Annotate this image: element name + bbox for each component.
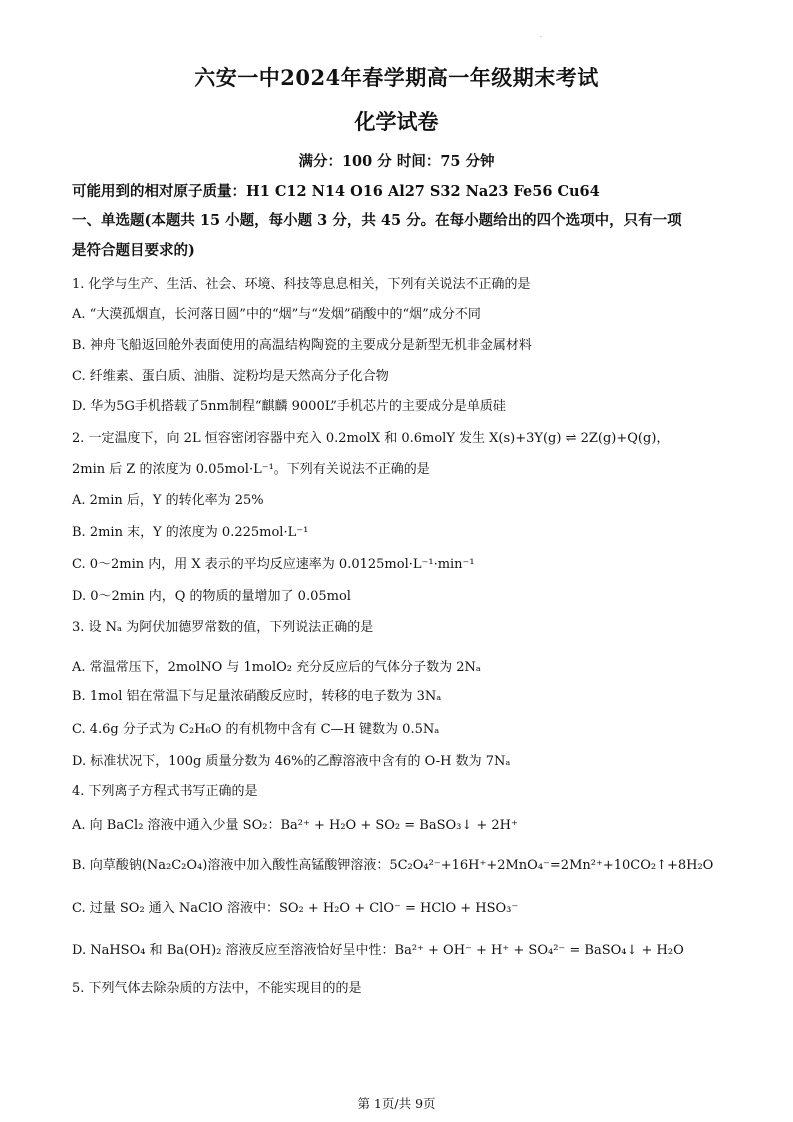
question-1-option-b: B. 神舟飞船返回舱外表面使用的高温结构陶瓷的主要成分是新型无机非金属材料 xyxy=(72,338,532,353)
page-footer: 第 1页/共 9页 xyxy=(357,1096,436,1111)
question-1-option-a: A. “大漠孤烟直，长河落日圆”中的“烟”与“发烟”硝酸中的“烟”成分不同 xyxy=(72,307,481,322)
question-3-option-d: D. 标准状况下，100g 质量分数为 46%的乙醇溶液中含有的 O-H 数为 7Nₐ xyxy=(72,754,511,769)
question-1-option-c: C. 纤维素、蛋白质、油脂、淀粉均是天然高分子化合物 xyxy=(72,369,389,384)
question-4-option-b: B. 向草酸钠(Na₂C₂O₄)溶液中加入酸性高锰酸钾溶液：5C₂O₄²⁻+16H⁺+2MnO₄⁻=2Mn²⁺+10CO₂↑+8H₂O xyxy=(72,858,714,873)
question-3-option-a: A. 常温常压下，2molNO 与 1molO₂ 充分反应后的气体分子数为 2Nₐ xyxy=(72,660,481,675)
question-3-option-b: B. 1mol 铝在常温下与足量浓硝酸反应时，转移的电子数为 3Nₐ xyxy=(72,689,442,704)
section-heading-line2: 是符合题目要求的) xyxy=(72,242,195,259)
question-1-option-d: D. 华为5G手机搭载了5nm制程“麒麟 9000L”手机芯片的主要成分是单质硅 xyxy=(72,399,506,414)
exam-subtitle: 化学试卷 xyxy=(354,109,439,134)
question-3-stem: 3. 设 Nₐ 为阿伏加德罗常数的值，下列说法正确的是 xyxy=(72,620,374,635)
question-4-option-a: A. 向 BaCl₂ 溶液中通入少量 SO₂：Ba²⁺ + H₂O + SO₂ = BaSO₃↓ + 2H⁺ xyxy=(72,818,518,833)
question-2-option-c: C. 0～2min 内，用 X 表示的平均反应速率为 0.0125mol·L⁻¹·min⁻¹ xyxy=(72,557,475,572)
question-3-option-c: C. 4.6g 分子式为 C₂H₆O 的有机物中含有 C—H 键数为 0.5Nₐ xyxy=(72,722,440,737)
question-2-stem-cont: 2min 后 Z 的浓度为 0.05mol·L⁻¹。下列有关说法不正确的是 xyxy=(72,462,430,477)
exam-title: 六安一中2024年春学期高一年级期末考试 xyxy=(194,65,599,90)
question-5-stem: 5. 下列气体去除杂质的方法中，不能实现目的的是 xyxy=(72,981,362,996)
question-2-option-b: B. 2min 末，Y 的浓度为 0.225mol·L⁻¹ xyxy=(72,525,309,540)
question-2-stem: 2. 一定温度下，向 2L 恒容密闭容器中充入 0.2molX 和 0.6molY 发生 X(s)+3Y(g) ⇌ 2Z(g)+Q(g)， xyxy=(72,431,670,446)
scan-dot-mark: · xyxy=(540,34,542,41)
question-4-stem: 4. 下列离子方程式书写正确的是 xyxy=(72,784,258,799)
question-1-stem: 1. 化学与生产、生活、社会、环境、科技等息息相关，下列有关说法不正确的是 xyxy=(72,277,531,292)
section-heading-line1: 一、单选题(本题共 15 小题，每小题 3 分，共 45 分。在每小题给出的四个选项中，只有一项 xyxy=(72,212,682,229)
question-4-option-c: C. 过量 SO₂ 通入 NaClO 溶液中：SO₂ + H₂O + ClO⁻ = HClO + HSO₃⁻ xyxy=(72,901,519,916)
question-2-option-d: D. 0～2min 内，Q 的物质的量增加了 0.05mol xyxy=(72,589,351,604)
question-4-option-d: D. NaHSO₄ 和 Ba(OH)₂ 溶液反应至溶液恰好呈中性：Ba²⁺ + OH⁻ + H⁺ + SO₄²⁻ = BaSO₄↓ + H₂O xyxy=(72,943,684,958)
atomic-masses: 可能用到的相对原子质量：H1 C12 N14 O16 Al27 S32 Na23 Fe56 Cu64 xyxy=(72,183,600,200)
question-2-option-a: A. 2min 后，Y 的转化率为 25% xyxy=(72,493,264,508)
exam-meta: 满分：100 分 时间：75 分钟 xyxy=(298,153,495,170)
